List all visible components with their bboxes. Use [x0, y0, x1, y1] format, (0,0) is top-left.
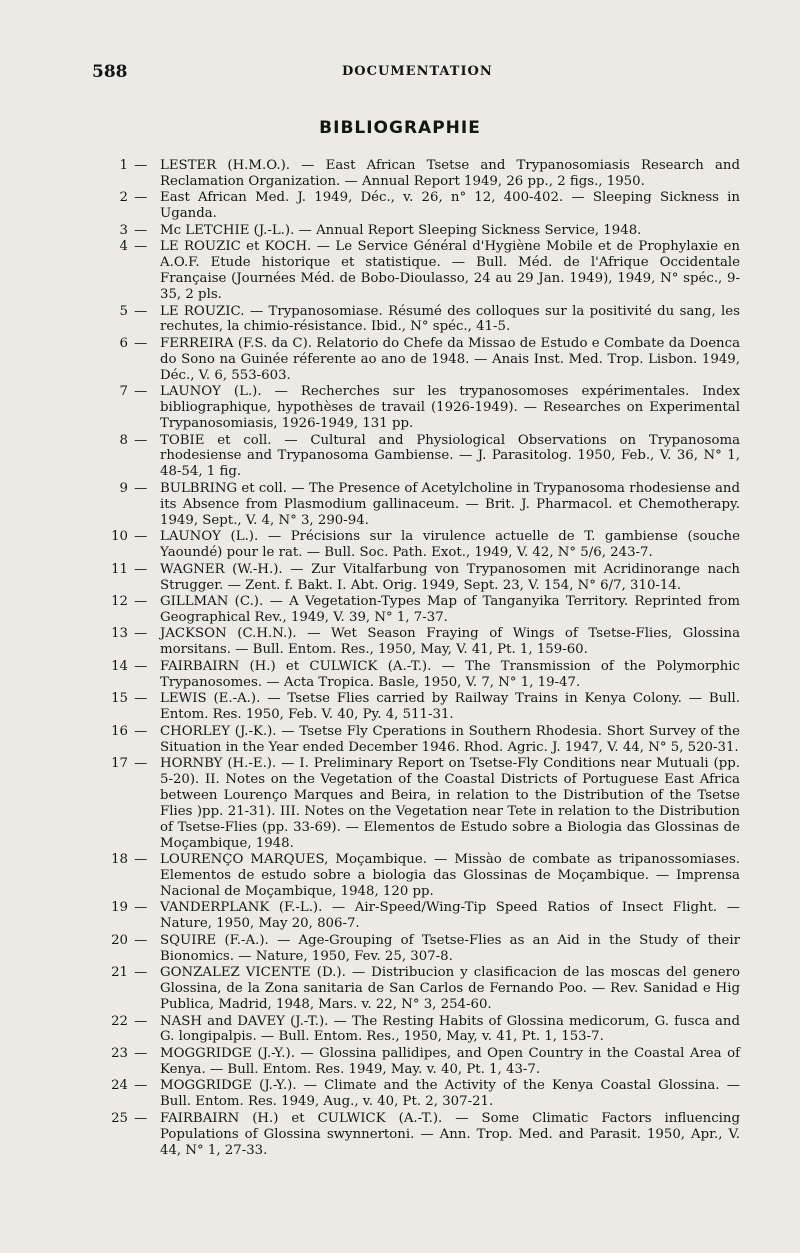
reference-dash: —	[134, 561, 148, 577]
reference-number: 24	[111, 1078, 128, 1094]
reference-item	[104, 691, 740, 723]
reference-dash: —	[134, 1110, 148, 1126]
reference-item	[104, 659, 740, 691]
reference-item	[104, 626, 740, 658]
reference-item	[104, 933, 740, 965]
reference-text: FERREIRA (F.S. da C). Relatorio do Chefe da Missao de Estudo e Combate da Doenca do Sono na Guinée réferente ao ano de 1948. — Anais Inst. Med. Trop. Lisbon. 1949, Déc., V. 6, 553-603.	[160, 335, 740, 383]
reference-item	[104, 756, 740, 851]
reference-text: WAGNER (W.-H.). — Zur Vitalfarbung von Trypanosomen mit Acridinorange nach Strugger. — Zent. f. Bakt. I. Abt. Orig. 1949, Sept. 23, V. 154, N° 6/7, 310-14.	[160, 561, 740, 593]
reference-dash: —	[134, 932, 148, 948]
reference-number: 18	[111, 852, 128, 868]
reference-text: GILLMAN (C.). — A Vegetation-Types Map of Tanganyika Territory. Reprinted from Geographical Rev., 1949, V. 39, N° 1, 7-37.	[160, 594, 740, 625]
page-header	[92, 62, 740, 86]
running-title: DOCUMENTATION	[342, 64, 493, 79]
reference-dash: —	[134, 1045, 148, 1061]
reference-text: SQUIRE (F.-A.). — Age-Grouping of Tsetse-Flies as an Aid in the Study of their Bionomics. — Nature, 1950, Fev. 25, 307-8.	[160, 932, 740, 964]
reference-text: CHORLEY (J.-K.). — Tsetse Fly Cperations in Southern Rhodesia. Short Survey of the Situation in the Year ended December 1946. Rhod. Agric. J. 1947, V. 44, N° 5, 520-31.	[160, 723, 740, 755]
reference-item	[104, 1111, 740, 1159]
reference-number: 25	[111, 1110, 128, 1126]
reference-text: LEWIS (E.-A.). — Tsetse Flies carried by Railway Trains in Kenya Colony. — Bull. Entom. Res. 1950, Feb. V. 40, Py. 4, 511-31.	[160, 691, 740, 723]
reference-item	[104, 481, 740, 529]
reference-text: LAUNOY (L.). — Précisions sur la virulence actuelle de T. gambiense (souche Yaoundé) pour le rat. — Bull. Soc. Path. Exot., 1949, V. 42, N° 5/6, 243-7.	[160, 529, 740, 561]
reference-dash: —	[134, 900, 148, 916]
reference-dash: —	[134, 1078, 148, 1094]
reference-number: 11	[111, 561, 128, 577]
reference-item	[104, 900, 740, 932]
reference-dash: —	[134, 384, 148, 400]
reference-dash: —	[134, 158, 148, 173]
reference-text: BULBRING et coll. — The Presence of Acetylcholine in Trypanosoma rhodesiense and its Absence from Plasmodium gallinaceum. — Brit. J. Pharmacol. et Chemotherapy. 1949, Sept., V. 4, N° 3, 290-94.	[160, 480, 740, 528]
reference-text: LAUNOY (L.). — Recherches sur les trypanosomoses expérimentales. Index bibliographique, hypothèses de travail (1926-1949). — Researches on Experimental Trypanosomiasis, 1926-1949, 131 pp.	[160, 384, 740, 432]
reference-number: 12	[111, 594, 128, 609]
reference-dash: —	[134, 190, 148, 206]
reference-item	[104, 1014, 740, 1046]
reference-item	[104, 223, 740, 239]
reference-dash: —	[134, 432, 148, 448]
reference-item	[104, 529, 740, 561]
reference-number: 19	[111, 900, 128, 916]
reference-number: 20	[111, 932, 128, 948]
reference-dash: —	[134, 239, 148, 255]
reference-number: 9	[119, 480, 128, 496]
reference-dash: —	[134, 480, 148, 496]
reference-text: MOGGRIDGE (J.-Y.). — Climate and the Activity of the Kenya Coastal Glossina. — Bull. Entom. Res. 1949, Aug., v. 40, Pt. 2, 307-21.	[160, 1078, 740, 1110]
reference-item	[104, 852, 740, 900]
reference-dash: —	[134, 756, 148, 772]
reference-dash: —	[134, 222, 148, 238]
reference-number: 4	[119, 239, 128, 255]
reference-item	[104, 724, 740, 756]
reference-item	[104, 594, 740, 626]
reference-number: 2	[119, 190, 128, 206]
reference-dash: —	[134, 691, 148, 707]
reference-dash: —	[134, 658, 148, 674]
reference-item	[104, 304, 740, 336]
reference-text: LESTER (H.M.O.). — East African Tsetse and Trypanosomiasis Research and Reclamation Organization. — Annual Report 1949, 26 pp., 2 figs., 1950.	[160, 158, 740, 189]
reference-number: 13	[111, 626, 128, 642]
reference-text: JACKSON (C.H.N.). — Wet Season Fraying of Wings of Tsetse-Flies, Glossina morsitans. — Bull. Entom. Res., 1950, May, V. 41, Pt. 1, 159-60.	[160, 626, 740, 658]
reference-item	[104, 965, 740, 1013]
reference-item	[104, 433, 740, 481]
reference-number: 22	[111, 1013, 128, 1029]
reference-dash: —	[134, 626, 148, 642]
reference-number: 7	[119, 384, 128, 400]
reference-number: 1	[119, 158, 128, 173]
reference-item	[104, 562, 740, 594]
reference-number: 16	[111, 723, 128, 739]
reference-dash: —	[134, 529, 148, 545]
reference-text: FAIRBAIRN (H.) et CULWICK (A.-T.). — Some Climatic Factors influencing Populations of Glossina swynnertoni. — Ann. Trop. Med. and Parasit. 1950, Apr., V. 44, N° 1, 27-33.	[160, 1110, 740, 1158]
reference-dash: —	[134, 594, 148, 609]
reference-text: LE ROUZIC et KOCH. — Le Service Général d'Hygiène Mobile et de Prophylaxie en A.O.F. Etude historique et statistique. — Bull. Méd. de l'Afrique Occidentale Française (Journées Méd. de Bobo-Dioulasso, 24 au 29 Jan. 1949), 1949, N° spéc., 9-35, 2 pls.	[160, 239, 740, 303]
reference-dash: —	[134, 965, 148, 981]
reference-number: 21	[111, 965, 128, 981]
section-title: BIBLIOGRAPHIE	[319, 118, 481, 138]
reference-number: 8	[119, 432, 128, 448]
reference-text: LE ROUZIC. — Trypanosomiase. Résumé des colloques sur la positivité du sang, les rechutes, la chimio-résistance. Ibid., N° spéc., 41-5.	[160, 303, 740, 335]
reference-number: 5	[119, 303, 128, 319]
reference-item	[104, 384, 740, 432]
reference-number: 23	[111, 1045, 128, 1061]
reference-text: FAIRBAIRN (H.) et CULWICK (A.-T.). — The Transmission of the Polymorphic Trypanosomes. — Acta Tropica. Basle, 1950, V. 7, N° 1, 19-47.	[160, 658, 740, 690]
reference-item	[104, 158, 740, 190]
reference-text: HORNBY (H.-E.). — I. Preliminary Report on Tsetse-Fly Conditions near Mutuali (pp. 5-20). II. Notes on the Vegetation of the Coastal Districts of Portuguese East Africa between Lourenço Marques and Beira, in relation to the Distribution of the Tsetse Flies )pp. 21-31). III. Notes on the Vegetation near Tete in relation to the Distribution of Tsetse-Flies (pp. 33-69). — Elementos de Estudo sobre a Biologia das Glossinas de Moçambique, 1948.	[160, 756, 740, 851]
reference-dash: —	[134, 335, 148, 351]
reference-item	[104, 190, 740, 222]
reference-number: 6	[119, 335, 128, 351]
reference-item	[104, 336, 740, 384]
reference-text: LOURENÇO MARQUES, Moçambique. — Missào de combate as tripanossomiases. Elementos de estudo sobre a biologia das Glossinas de Moçambique. — Imprensa Nacional de Moçambique, 1948, 120 pp.	[160, 852, 740, 899]
reference-text: GONZALEZ VICENTE (D.). — Distribucion y clasificacion de las moscas del genero Glossina, de la Zona sanitaria de San Carlos de Fernando Poo. — Rev. Sanidad e Hig Publica, Madrid, 1948, Mars. v. 22, N° 3, 254-60.	[160, 965, 740, 1012]
reference-number: 3	[119, 222, 128, 238]
reference-item	[104, 1078, 740, 1110]
reference-text: VANDERPLANK (F.-L.). — Air-Speed/Wing-Tip Speed Ratios of Insect Flight. — Nature, 1950, May 20, 806-7.	[160, 900, 740, 932]
reference-text: East African Med. J. 1949, Déc., v. 26, n° 12, 400-402. — Sleeping Sickness in Uganda.	[160, 190, 740, 222]
reference-number: 10	[111, 529, 128, 545]
reference-list	[104, 158, 740, 1159]
reference-dash: —	[134, 1013, 148, 1029]
reference-dash: —	[134, 723, 148, 739]
reference-item	[104, 239, 740, 303]
reference-text: NASH and DAVEY (J.-T.). — The Resting Habits of Glossina medicorum, G. fusca and G. longipalpis. — Bull. Entom. Res., 1950, May, v. 41, Pt. 1, 153-7.	[160, 1013, 740, 1045]
reference-number: 14	[111, 658, 128, 674]
reference-dash: —	[134, 303, 148, 319]
reference-number: 15	[111, 691, 128, 707]
reference-item	[104, 1046, 740, 1078]
reference-number: 17	[111, 756, 128, 772]
reference-text: Mc LETCHIE (J.-L.). — Annual Report Sleeping Sickness Service, 1948.	[160, 222, 642, 238]
reference-text: MOGGRIDGE (J.-Y.). — Glossina pallidipes, and Open Country in the Coastal Area of Kenya. — Bull. Entom. Res. 1949, May. v. 40, Pt. 1, 43-7.	[160, 1045, 740, 1077]
reference-dash: —	[134, 852, 148, 868]
reference-text: TOBIE et coll. — Cultural and Physiological Observations on Trypanosoma rhodesiense and Trypanosoma Gambiense. — J. Parasitolog. 1950, Feb., V. 36, N° 1, 48-54, 1 fig.	[160, 432, 740, 480]
page-number: 588	[92, 62, 128, 82]
